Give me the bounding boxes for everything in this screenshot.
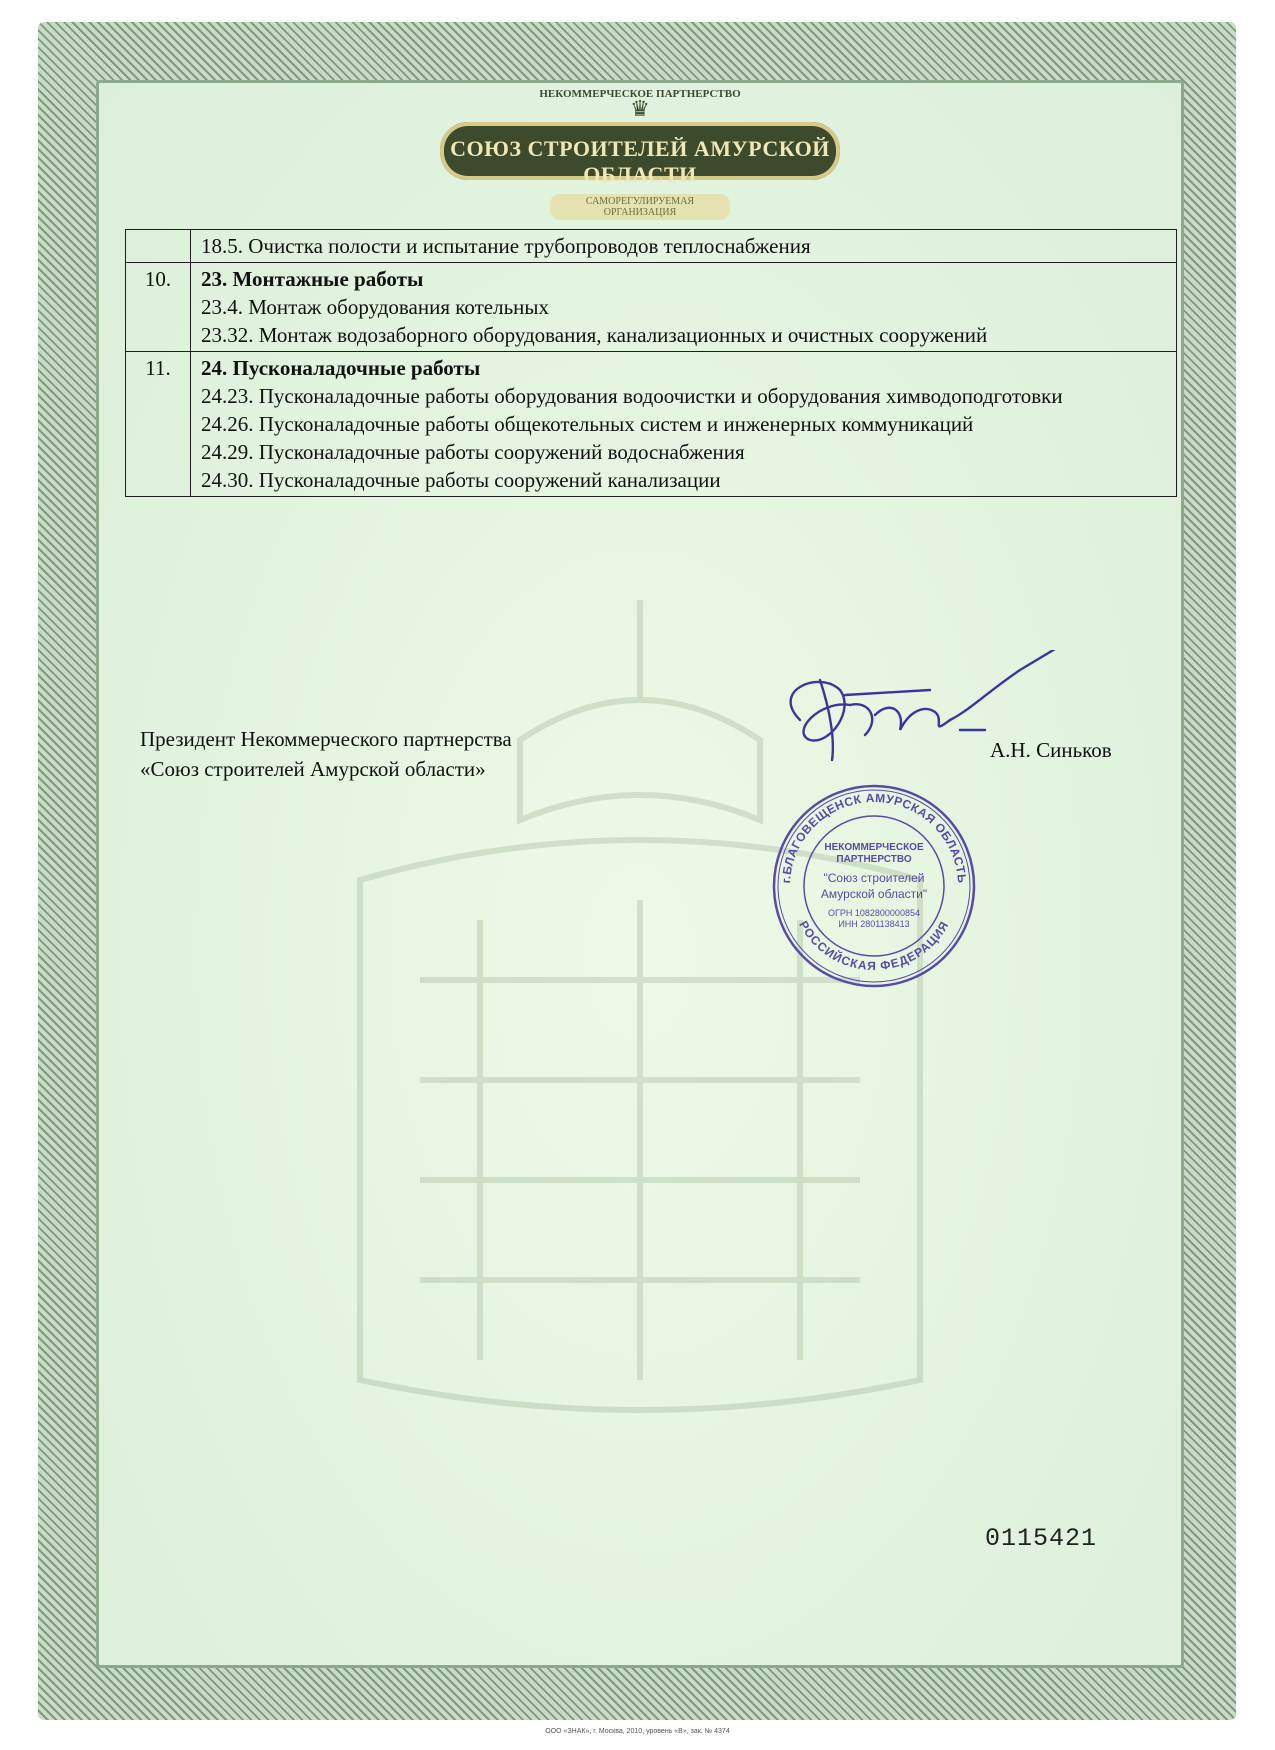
signatory-title bbox=[140, 724, 512, 784]
table-row bbox=[126, 352, 1177, 497]
work-item: 18.5. Очистка полости и испытание трубопроводов теплоснабжения bbox=[201, 234, 811, 258]
work-item: 23.32. Монтаж водозаборного оборудования, канализационных и очистных сооружений bbox=[201, 323, 988, 347]
row-number: 10. bbox=[126, 263, 191, 352]
stamp-line-6: ИНН 2801138413 bbox=[838, 919, 910, 929]
work-item: 24.23. Пусконаладочные работы оборудования водоочистки и оборудования химводоподготовки bbox=[201, 384, 1063, 408]
work-group-heading: 24. Пусконаладочные работы bbox=[201, 356, 481, 380]
stamp-line-5: ОГРН 1082800000854 bbox=[828, 908, 920, 918]
works-table bbox=[125, 229, 1177, 497]
work-item: 24.30. Пусконаладочные работы сооружений канализации bbox=[201, 468, 721, 492]
row-content bbox=[191, 263, 1177, 352]
stamp-ring-bottom: РОССИЙСКАЯ ФЕДЕРАЦИЯ bbox=[796, 918, 952, 974]
row-number bbox=[126, 230, 191, 263]
work-item: 23.4. Монтаж оборудования котельных bbox=[201, 295, 550, 319]
row-content bbox=[191, 230, 1177, 263]
row-content bbox=[191, 352, 1177, 497]
signatory-line-1: Президент Некоммерческого партнерства bbox=[140, 727, 512, 751]
work-group-heading: 23. Монтажные работы bbox=[201, 267, 424, 291]
stamp-line-3: "Союз строителей bbox=[823, 871, 925, 885]
stamp-line-2: ПАРТНЕРСТВО bbox=[836, 854, 912, 865]
table-row bbox=[126, 263, 1177, 352]
printer-note: ООО «ЗНАК», г. Москва, 2010, уровень «В», зак. № 4374 bbox=[545, 1728, 730, 1735]
crown-icon: ♛ bbox=[630, 96, 650, 121]
work-item: 24.26. Пусконаладочные работы общекотельных систем и инженерных коммуникаций bbox=[201, 412, 974, 436]
stamp-line-4: Амурской области" bbox=[820, 887, 928, 901]
stamp-ring-top: г.БЛАГОВЕЩЕНСК АМУРСКАЯ ОБЛАСТЬ bbox=[779, 790, 970, 884]
organization-stamp bbox=[770, 782, 978, 990]
signer-name: А.Н. Синьков bbox=[990, 738, 1112, 762]
emblem-title: СОЮЗ СТРОИТЕЛЕЙ АМУРСКОЙ ОБЛАСТИ bbox=[450, 136, 830, 187]
table-row bbox=[126, 230, 1177, 263]
org-emblem bbox=[440, 70, 840, 230]
row-number: 11. bbox=[126, 352, 191, 497]
emblem-top-text: НЕКОММЕРЧЕСКОЕ ПАРТНЕРСТВО bbox=[539, 88, 741, 100]
emblem-bottom-text: САМОРЕГУЛИРУЕМАЯ ОРГАНИЗАЦИЯ bbox=[550, 194, 730, 220]
svg-text:г.БЛАГОВЕЩЕНСК АМУРСКАЯ ОБЛАСТ bbox=[779, 791, 969, 884]
signatory-line-2: «Союз строителей Амурской области» bbox=[140, 757, 486, 781]
work-item: 24.29. Пусконаладочные работы сооружений водоснабжения bbox=[201, 440, 745, 464]
serial-number: 0115421 bbox=[985, 1524, 1098, 1553]
stamp-line-1: НЕКОММЕРЧЕСКОЕ bbox=[824, 842, 924, 853]
